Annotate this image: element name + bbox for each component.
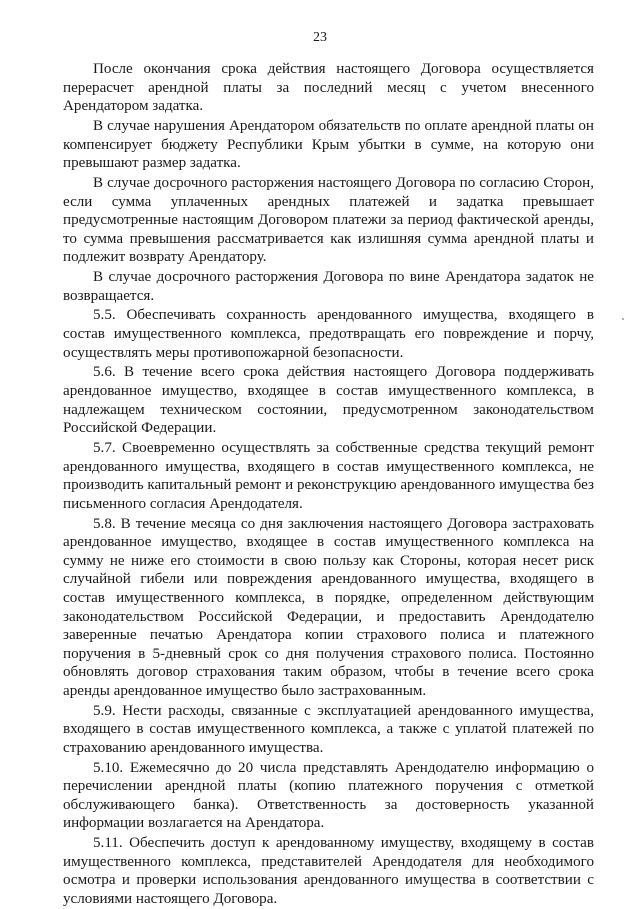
scan-speck <box>622 318 624 320</box>
clause-5-7: 5.7. Своевременно осуществлять за собственные средства текущий ремонт арендованного имущества, входящего в состав имущественного комплекса, не производить капитальный ремонт и реконструкцию арендованного имущества без письменного согласия Арендодателя. <box>63 440 594 512</box>
clause-5-5: 5.5. Обеспечивать сохранность арендованного имущества, входящего в состав имущественного комплекса, предотвращать его повреждение и порчу, осуществлять меры противопожарной безопасности. <box>63 307 594 361</box>
paragraph-deposit-recalculation: После окончания срока действия настоящего Договора осуществляется перерасчет арендной платы за последний месяц с учетом внесенного Арендатором задатка. <box>63 61 594 115</box>
clause-5-6: 5.6. В течение всего срока действия настоящего Договора поддерживать арендованное имущество, входящее в состав имущественного комплекса, в надлежащем техническом состоянии, предусмотренном законодательством Российской Федерации. <box>63 364 594 437</box>
clause-5-8: 5.8. В течение месяца со дня заключения настоящего Договора застраховать арендованное имущество, входящее в состав имущественного комплекса на сумму не ниже его стоимости в свою пользу как Стороны, которая несет риск случайной гибели или повреждения арендованного имущества, входящего в состав имущественного комплекса, в порядке, определенном действующим законодательством Российской Федерации, и предоставить Арендодателю заверенные печатью Арендатора копии страхового полиса и платежного поручения в 5-дневный срок со дня получения страхового полиса. Постоянно обновлять договор страхования таким образом, чтобы в течение всего срока аренды арендованное имущество было застрахованным. <box>63 515 594 699</box>
clause-5-11: 5.11. Обеспечить доступ к арендованному имуществу, входящему в состав имущественного комплекса, представителей Арендодателя для необходимого осмотра и проверки использования арендованного имущества в соответствии с условиями настоящего Договора. <box>63 835 594 907</box>
paragraph-early-termination-agreement: В случае досрочного расторжения настоящего Договора по согласию Сторон, если сумма уплаченных арендных платежей и задатка превышает предусмотренные настоящим Договором платежи за период фактической аренды, то сумма превышения рассматривается как излишняя сумма арендной платы и подлежит возврату Арендатору. <box>63 174 594 266</box>
paragraph-payment-violation: В случае нарушения Арендатором обязательств по оплате арендной платы он компенсирует бюджету Республики Крым убытки в сумме, на которую они превышают размер задатка. <box>63 117 594 172</box>
paragraph-early-termination-fault: В случае досрочного расторжения Договора по вине Арендатора задаток не возвращается. <box>63 269 594 304</box>
document-body <box>63 60 594 909</box>
clause-5-9: 5.9. Нести расходы, связанные с эксплуатацией арендованного имущества, входящего в состав имущественного комплекса, а также с уплатой платежей по страхованию арендованного имущества. <box>63 702 594 756</box>
clause-5-10: 5.10. Ежемесячно до 20 числа представлять Арендодателю информацию о перечислении арендной платы (копию платежного поручения с отметкой обслуживающего банка). Ответственность за достоверность указанной информации возлагается на Арендатора. <box>63 759 594 832</box>
page-number: 23 <box>313 30 327 45</box>
